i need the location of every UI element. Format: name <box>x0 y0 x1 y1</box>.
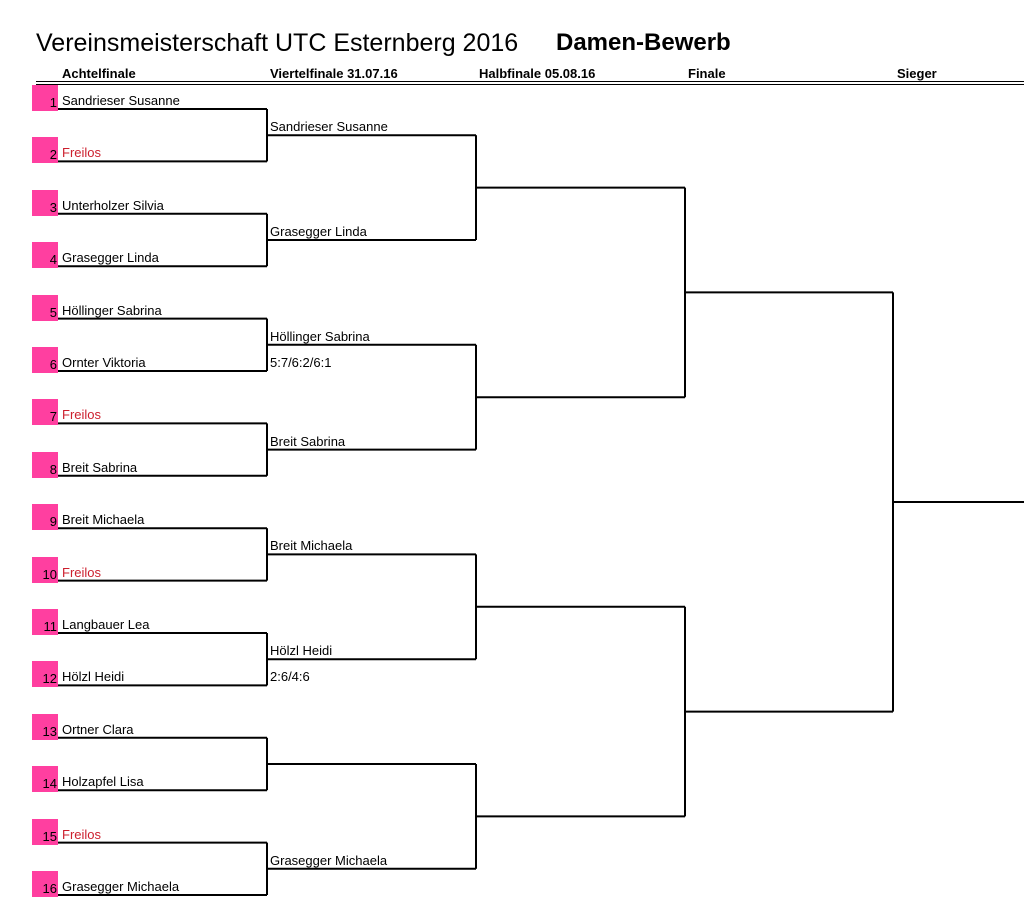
seed-number: 13 <box>32 714 58 740</box>
player-name: Ortner Clara <box>62 721 134 737</box>
seed-number: 10 <box>32 557 58 583</box>
match-score: 5:7/6:2/6:1 <box>270 354 332 370</box>
player-name: Holzapfel Lisa <box>62 774 144 790</box>
player-name: Langbauer Lea <box>62 617 150 632</box>
advanced-player-name: Hölzl Heidi <box>270 643 333 659</box>
player-name: Breit Sabrina <box>62 459 138 475</box>
column-header-semifinal: Halbfinale 05.08.16 <box>479 66 596 81</box>
column-header-quarterfinal: Viertelfinale 31.07.16 <box>270 66 398 81</box>
seed-number: 11 <box>32 609 58 635</box>
player-name: Höllinger Sabrina <box>62 302 162 318</box>
advanced-player-name: Breit Sabrina <box>270 433 346 449</box>
player-name: Breit Michaela <box>62 512 145 528</box>
player-name: Freilos <box>62 407 102 423</box>
player-name: Ornter Viktoria <box>62 355 146 370</box>
seed-number: 1 <box>32 85 58 111</box>
seed-number: 16 <box>32 871 58 897</box>
advanced-player-name: Grasegger Michaela <box>270 852 388 868</box>
player-name: Freilos <box>62 564 102 580</box>
category-title: Damen-Bewerb <box>556 29 731 56</box>
seed-number: 9 <box>32 504 58 530</box>
advanced-player-name: Höllinger Sabrina <box>270 328 370 344</box>
advanced-player-name: Breit Michaela <box>270 538 353 554</box>
player-name: Hölzl Heidi <box>62 669 125 685</box>
player-name: Freilos <box>62 826 102 842</box>
seed-number: 6 <box>32 347 58 373</box>
column-header-final: Finale <box>688 66 726 81</box>
seed-number: 12 <box>32 661 58 687</box>
seed-number: 7 <box>32 399 58 425</box>
match-score: 2:6/4:6 <box>270 669 310 685</box>
player-name: Grasegger Michaela <box>62 879 180 894</box>
player-name: Sandrieser Susanne <box>62 93 180 108</box>
seed-number: 8 <box>32 452 58 478</box>
page-title: Vereinsmeisterschaft UTC Esternberg 2016 <box>36 29 519 57</box>
seed-number: 15 <box>32 819 58 845</box>
advanced-player-name: Grasegger Linda <box>270 224 367 239</box>
seed-number: 14 <box>32 766 58 792</box>
seed-number: 2 <box>32 137 58 163</box>
seed-number: 4 <box>32 242 58 268</box>
seed-number: 5 <box>32 295 58 321</box>
player-name: Freilos <box>62 145 102 161</box>
column-header-round-of-16: Achtelfinale <box>62 66 136 81</box>
player-name: Unterholzer Silvia <box>62 197 164 213</box>
advanced-player-name: Sandrieser Susanne <box>270 119 388 135</box>
column-header-winner: Sieger <box>897 66 937 81</box>
seed-number: 3 <box>32 190 58 216</box>
player-name: Grasegger Linda <box>62 250 159 266</box>
